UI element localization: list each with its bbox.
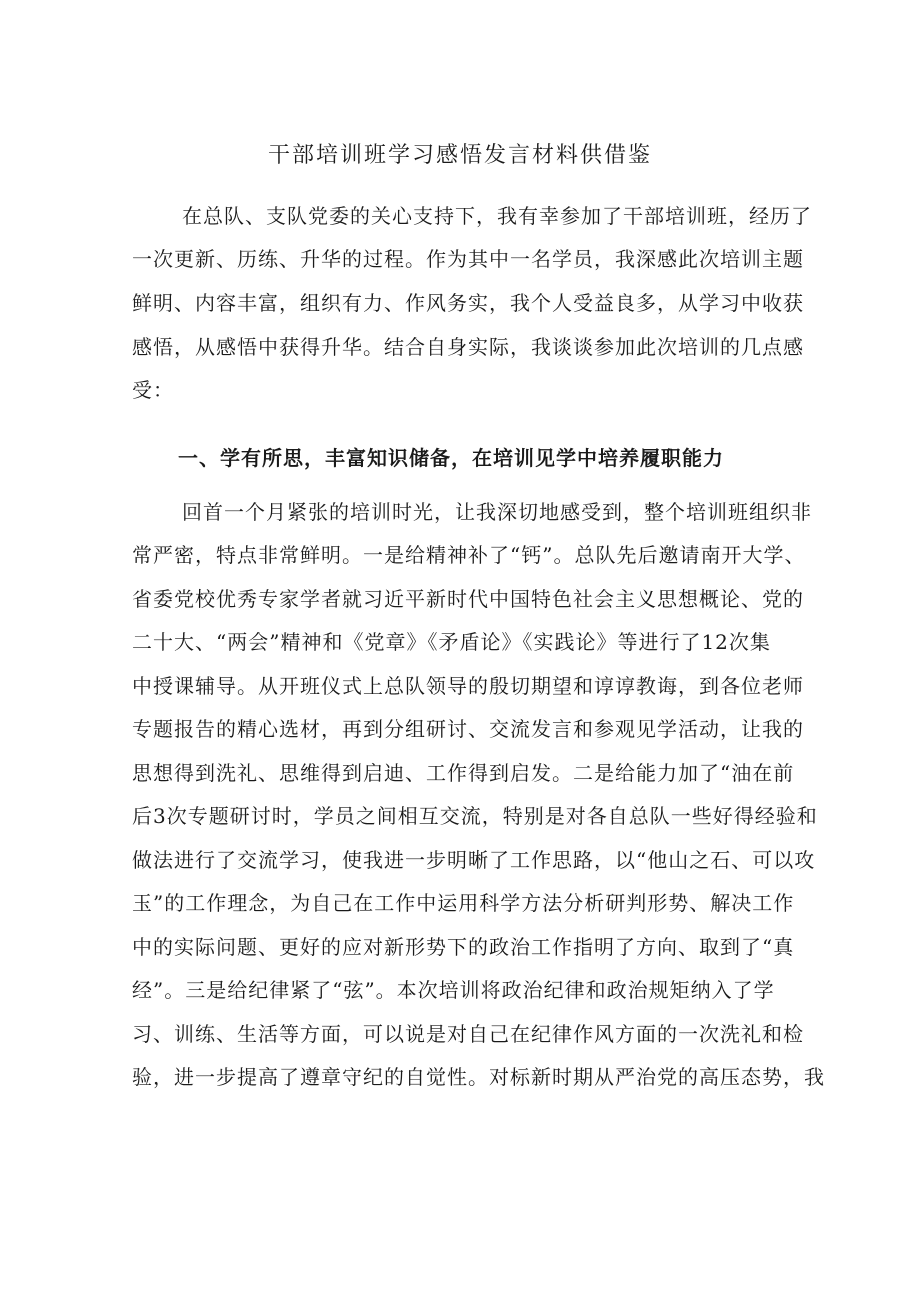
intro-line: 受： xyxy=(132,378,174,402)
section1-line: 做法进行了交流学习，使我进一步明晰了工作思路，以“他山之石、可以攻 xyxy=(132,848,816,872)
section1-line: 常严密，特点非常鲜明。一是给精神补了“钙”。总队先后邀请南开大学、 xyxy=(132,543,806,567)
section1-line: 中授课辅导。从开班仪式上总队领导的殷切期望和谆谆教诲，到各位老师 xyxy=(132,674,804,698)
intro-line: 一次更新、历练、升华的过程。作为其中一名学员，我深感此次培训主题 xyxy=(132,247,804,271)
section1-line: 中的实际问题、更好的应对新形势下的政治工作指明了方向、取到了“真 xyxy=(132,935,795,959)
section1-line: 验，进一步提高了遵章守纪的自觉性。对标新时期从严治党的高压态势，我 xyxy=(132,1065,825,1089)
section1-line: 思想得到洗礼、思维得到启迪、工作得到启发。二是给能力加了“油在前 xyxy=(132,761,795,785)
intro-line: 鲜明、内容丰富，组织有力、作风务实，我个人受益良多，从学习中收获 xyxy=(132,291,804,315)
section1-line: 后3次专题研讨时，学员之间相互交流，特别是对各自总队一些好得经验和 xyxy=(132,804,818,828)
section1-line: 省委党校优秀专家学者就习近平新时代中国特色社会主义思想概论、党的 xyxy=(132,587,804,611)
section1-line: 专题报告的精心选材，再到分组研讨、交流发言和参观见学活动，让我的 xyxy=(132,717,804,741)
section1-line: 回首一个月紧张的培训时光，让我深切地感受到，整个培训班组织非 xyxy=(182,500,812,524)
intro-line: 在总队、支队党委的关心支持下，我有幸参加了干部培训班，经历了 xyxy=(182,204,812,228)
intro-line: 感悟，从感悟中获得升华。结合自身实际，我谈谈参加此次培训的几点感 xyxy=(132,335,804,359)
section-heading: 一、学有所思，丰富知识储备，在培训见学中培养履职能力 xyxy=(178,446,724,470)
document-title: 干部培训班学习感悟发言材料供借鉴 xyxy=(267,143,652,168)
section1-line: 玉”的工作理念，为自己在工作中运用科学方法分析研判形势、解决工作 xyxy=(132,891,795,915)
section1-line: 经”。三是给纪律紧了“弦”。本次培训将政治纪律和政治规矩纳入了学 xyxy=(132,978,775,1002)
section1-line: 二十大、“两会”精神和《党章》《矛盾论》《实践论》等进行了12次集 xyxy=(132,630,771,654)
section1-line: 习、训练、生活等方面，可以说是对自己在纪律作风方面的一次洗礼和检 xyxy=(132,1022,804,1046)
